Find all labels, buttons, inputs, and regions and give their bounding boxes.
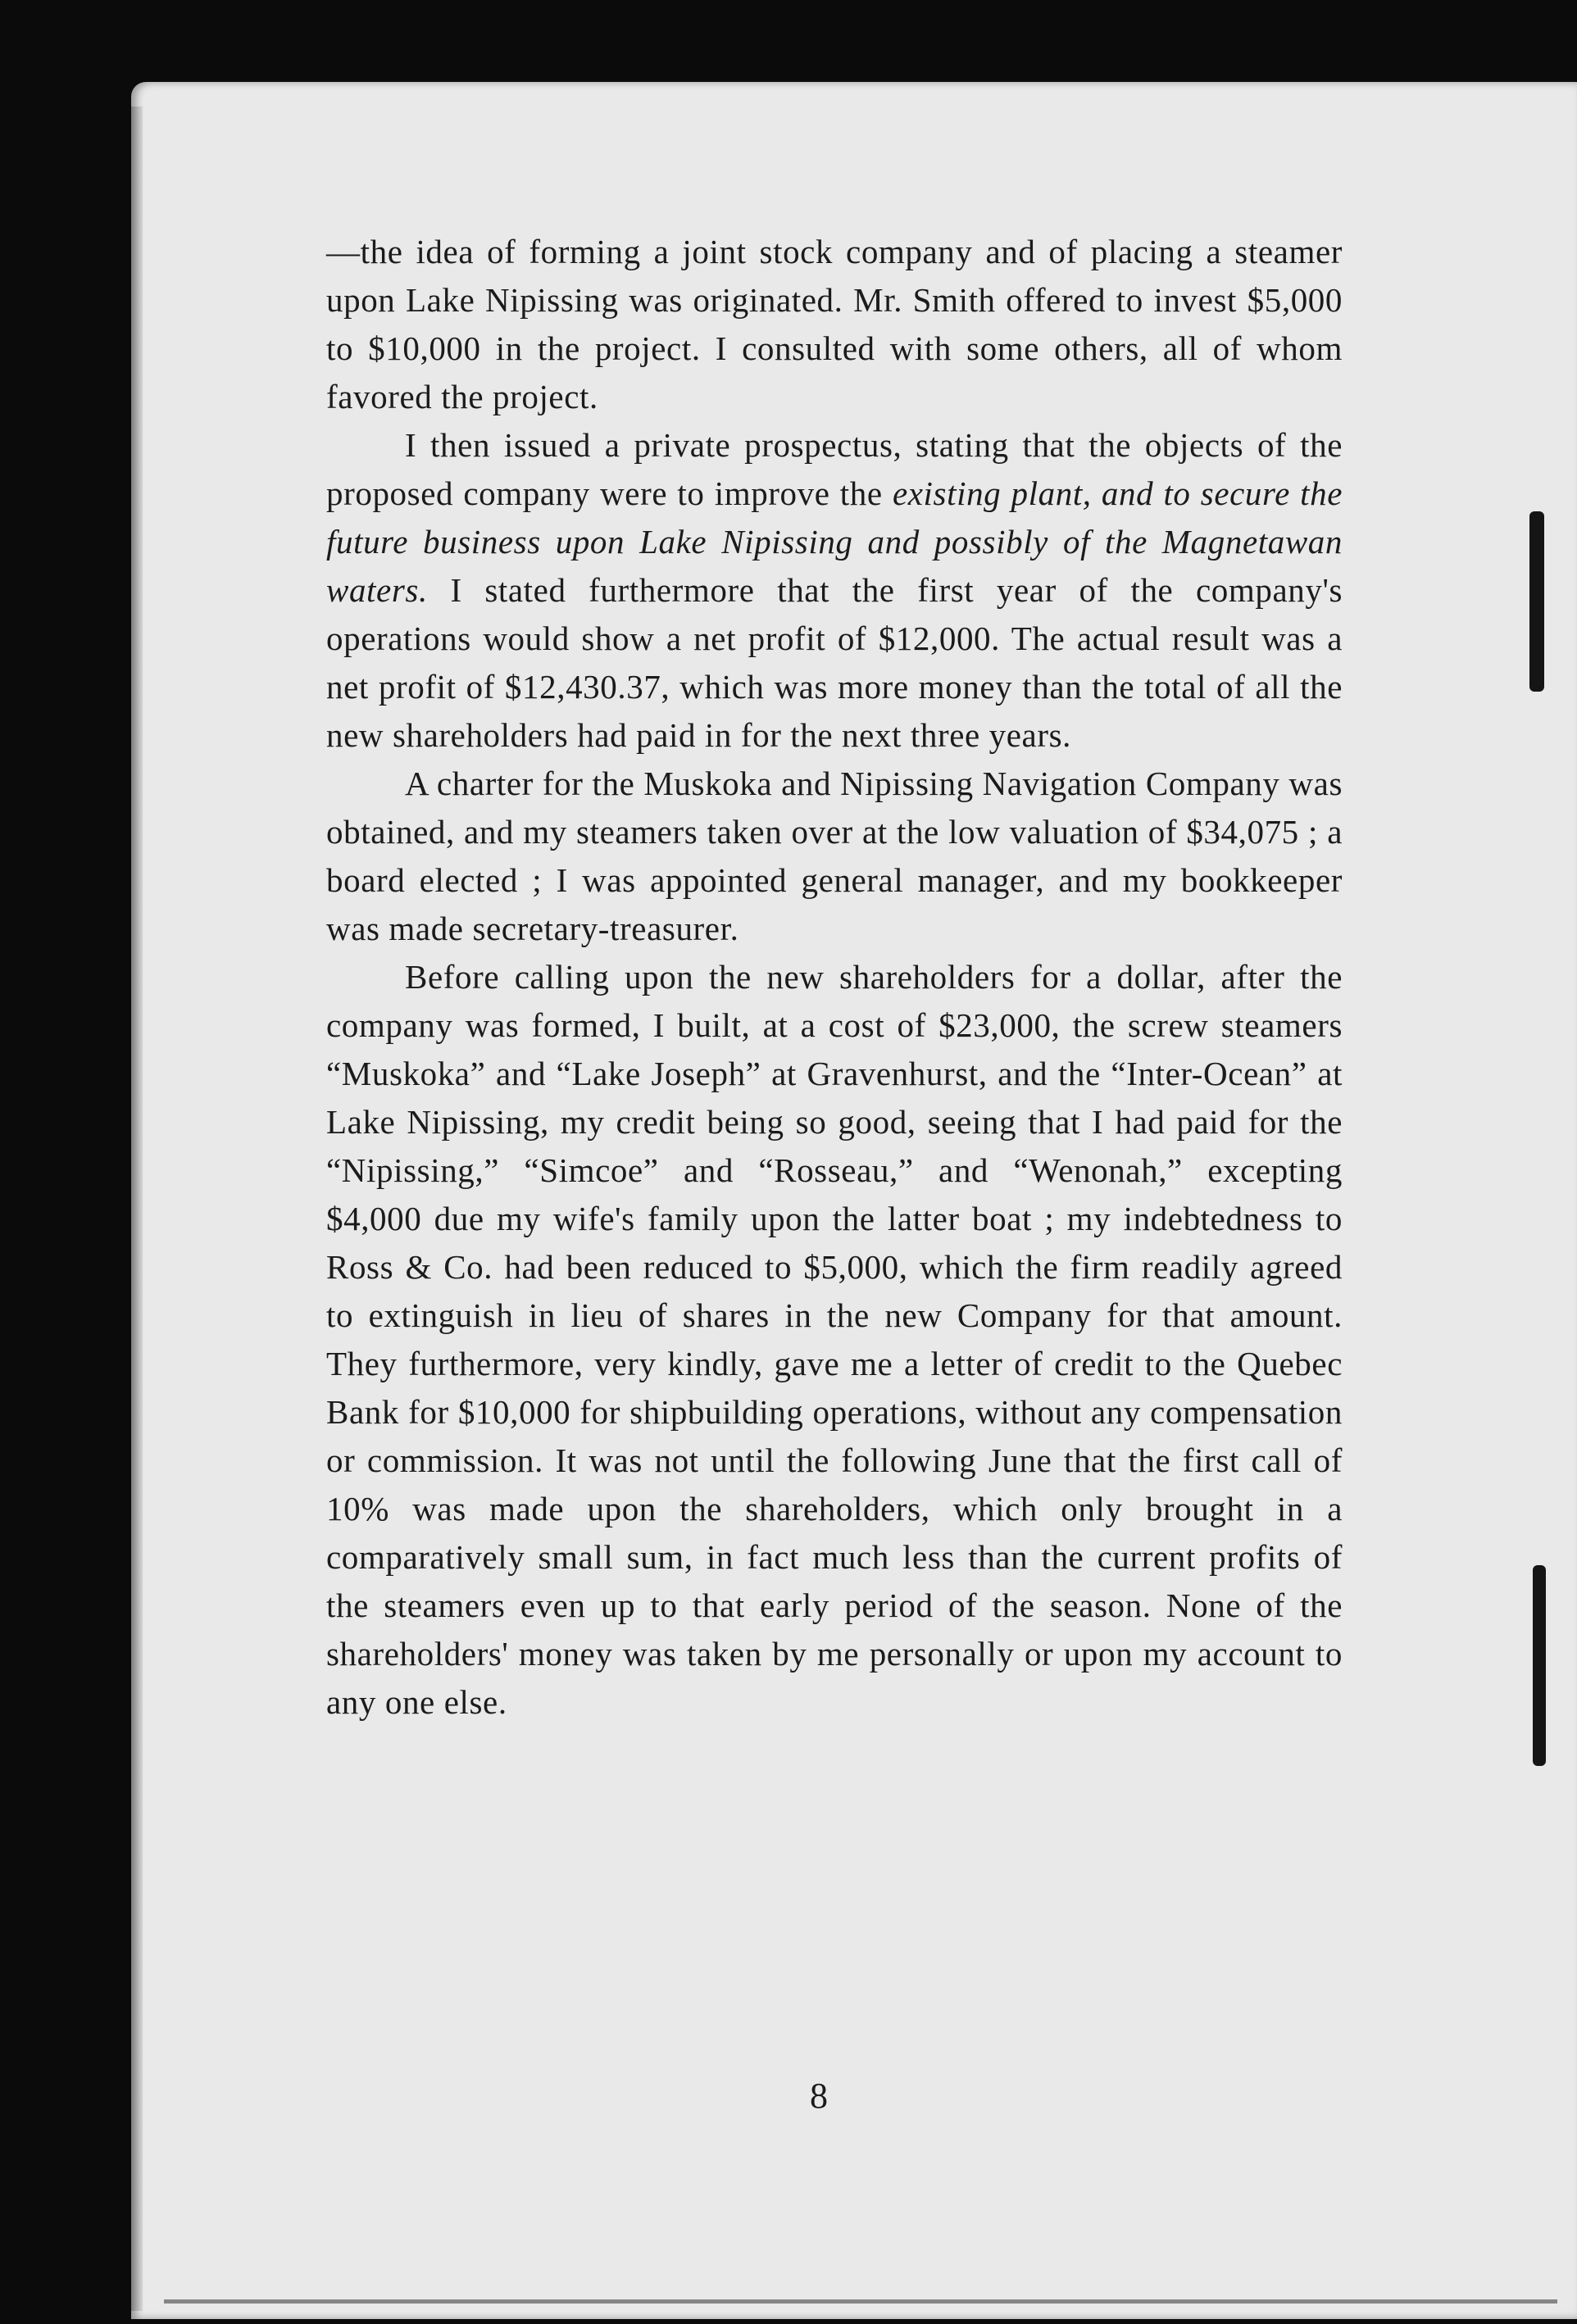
paragraph-3: A charter for the Muskoka and Nipissing Navigation Company was obtained, and my steamers taken over at the low valuation of $34,075 ; a board elected ; I was appointed general manager, and my bookkeeper was made secretary-treasurer. xyxy=(326,765,1343,947)
page-bottom-edge xyxy=(164,2299,1557,2304)
binding-mark-lower xyxy=(1533,1565,1546,1766)
paragraph-2-lead: I then issued a private prospectus, stating that the objects of the proposed company were to improve the xyxy=(326,426,1343,512)
paragraph-2-italic: existing plant, and to secure the future business upon Lake Nipissing and possibly of the Magnetawan waters. xyxy=(326,474,1343,609)
paragraph-4: Before calling upon the new shareholders for a dollar, after the company was formed, I built, at a cost of $23,000, the screw steamers “Muskoka” and “Lake Joseph” at Gravenhurst, and the “Inter-Ocean” at Lake Nipissing, my credit being so good, seeing that I had paid for the “Nipissing,” “Simcoe” and “Rosseau,” and “Wenonah,” excepting $4,000 due my wife's family upon the latter boat ; my indebtedness to Ross & Co. had been reduced to $5,000, which the firm readily agreed to extinguish in lieu of shares in the new Company for that amount. They furthermore, very kindly, gave me a letter of credit to the Quebec Bank for $10,000 for shipbuilding operations, without any compensation or commission. It was not until the following June that the first call of 10% was made upon the shareholders, which only brought in a comparatively small sum, in fact much less than the current profits of the steamers even up to that early period of the season. None of the shareholders' money was taken by me personally or upon my account to any one else. xyxy=(326,958,1343,1721)
body-text xyxy=(326,228,1343,1727)
paragraph-2 xyxy=(326,421,1343,760)
page-left-edge xyxy=(131,107,143,2311)
paragraph-2-rest: I stated furthermore that the first year of the company's operations would show a net profit of $12,000. The actual result was a net profit of $12,430.37, which was more money than the total of all the new shareholders had paid in for the next three years. xyxy=(326,571,1343,754)
binding-mark-upper xyxy=(1529,511,1544,692)
paragraph-1: —the idea of forming a joint stock company and of placing a steamer upon Lake Nipissing was originated. Mr. Smith offered to invest $5,000 to $10,000 in the project. I consulted with some others, all of whom favored the project. xyxy=(326,233,1343,415)
page-number: 8 xyxy=(810,2076,828,2116)
